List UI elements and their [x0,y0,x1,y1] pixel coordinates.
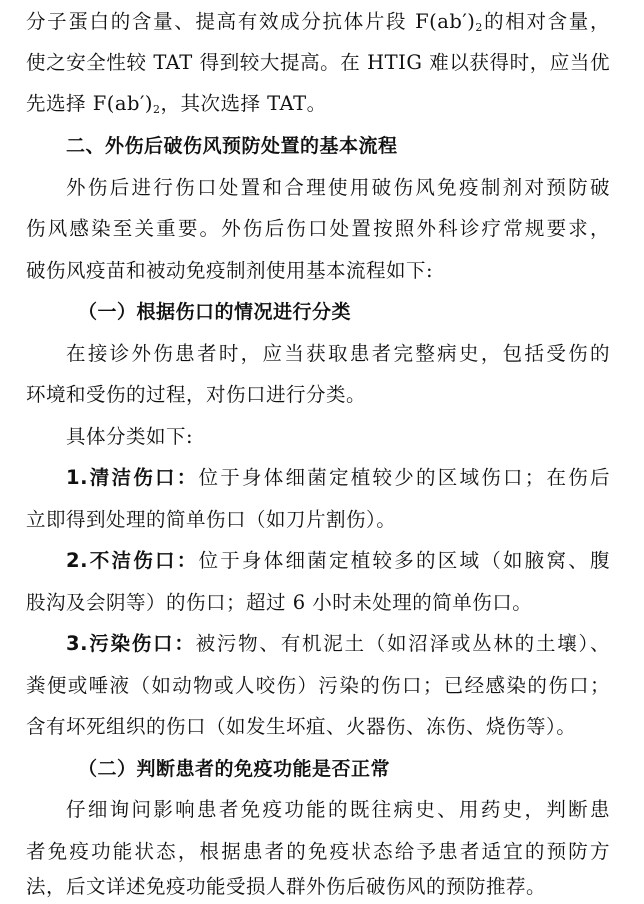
p1-line-1-text-a: 分子蛋白的含量、提高有效成分抗体片段 F(ab′) [26,10,476,33]
sub2-line-1: 仔细询问影响患者免疫功能的既往病史、用药史，判断患 [66,798,610,821]
section2-line-1: 外伤后进行伤口处置和合理使用破伤风免疫制剂对预防破 [66,176,610,199]
sub2-line-2: 者免疫功能状态，根据患者的免疫状态给予患者适宜的预防方 [26,840,610,863]
sub2-line-3: 法，后文详述免疫功能受损人群外伤后破伤风的预防推荐。 [26,875,547,898]
item-2-term: 2.不洁伤口： [66,549,199,572]
item-2-line-2: 股沟及会阴等）的伤口；超过 6 小时未处理的简单伤口。 [26,591,533,614]
item-3-term: 3.污染伤口： [66,632,196,655]
item-3-line-1-text: 被污物、有机泥土（如沼泽或丛林的土壤）、 [195,632,610,655]
item-1-line-2: 立即得到处理的简单伤口（如刀片割伤）。 [26,508,397,531]
item-3-line-2: 粪便或唾液（如动物或人咬伤）污染的伤口；已经感染的伤口； [26,674,610,697]
item-1-line-1-text: 位于身体细菌定植较少的区域伤口；在伤后 [198,466,610,489]
p1-line-1 [26,7,610,37]
section2-line-3: 破伤风疫苗和被动免疫制剂使用基本流程如下: [26,259,434,282]
p1-line-3 [26,89,327,119]
item-2-line-1 [66,546,610,576]
section2-line-2: 伤风感染至关重要。外伤后伤口处置按照外科诊疗常规要求， [26,217,610,240]
p1-line-3-subscript: 2 [152,103,161,116]
p1-line-3-text-a: 先选择 F(ab′) [26,92,153,115]
sub1-line-3: 具体分类如下: [66,425,194,448]
subsection-heading-2: （二）判断患者的免疫功能是否正常 [78,758,391,780]
sub1-line-2: 环境和受伤的过程，对伤口进行分类。 [26,383,367,406]
p1-line-1-subscript: 2 [475,21,483,34]
item-2-line-1-text: 位于身体细菌定植较多的区域（如腋窝、腹 [198,549,610,572]
item-1-line-1 [66,463,610,493]
subsection-heading-1: （一）根据伤口的情况进行分类 [78,301,352,323]
p1-line-2: 使之安全性较 TAT 得到较大提高。在 HTIG 难以获得时，应当优 [26,51,610,74]
section-heading-2: 二、外伤后破伤风预防处置的基本流程 [66,135,398,157]
sub1-line-1: 在接诊外伤患者时，应当获取患者完整病史，包括受伤的 [66,342,610,365]
item-3-line-3: 含有坏死组织的伤口（如发生坏疽、火器伤、冻伤、烧伤等）。 [26,715,577,738]
p1-line-1-text-b: 的相对含量， [482,10,610,33]
item-1-term: 1.清洁伤口： [66,466,199,489]
p1-line-3-text-b: ，其次选择 TAT。 [160,92,327,115]
item-3-line-1 [66,629,610,659]
